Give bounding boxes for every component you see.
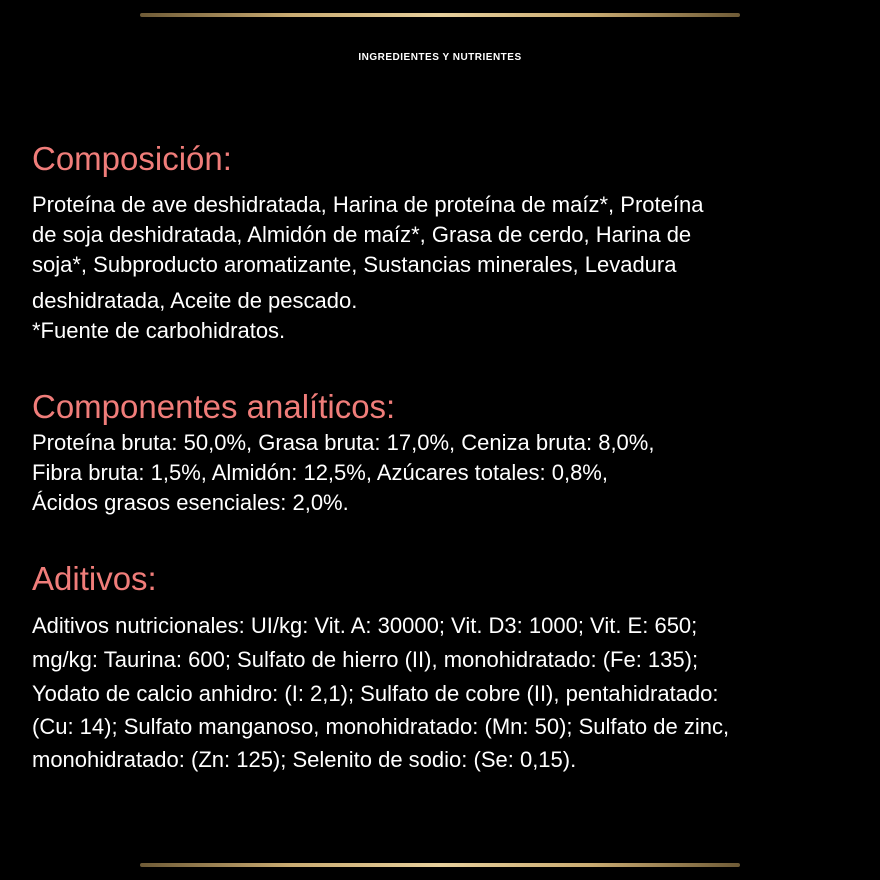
bottom-gold-rule	[140, 863, 740, 867]
composicion-line: deshidratada, Aceite de pescado.	[32, 288, 358, 313]
componentes-heading: Componentes analíticos:	[32, 388, 396, 425]
composicion-line: de soja deshidratada, Almidón de maíz*, Grasa de cerdo, Harina de	[32, 222, 692, 247]
composicion-heading: Composición:	[32, 140, 232, 177]
componentes-line: Ácidos grasos esenciales: 2,0%.	[32, 490, 349, 515]
composicion-line: soja*, Subproducto aromatizante, Sustancias minerales, Levadura	[32, 252, 677, 277]
componentes-line: Proteína bruta: 50,0%, Grasa bruta: 17,0%, Ceniza bruta: 8,0%,	[32, 430, 655, 455]
page-title: INGREDIENTES Y NUTRIENTES	[358, 52, 522, 63]
aditivos-line: Aditivos nutricionales: UI/kg: Vit. A: 30000; Vit. D3: 1000; Vit. E: 650;	[32, 613, 698, 638]
aditivos-line: monohidratado: (Zn: 125); Selenito de sodio: (Se: 0,15).	[32, 747, 577, 772]
aditivos-line: (Cu: 14); Sulfato manganoso, monohidratado: (Mn: 50); Sulfato de zinc,	[32, 714, 730, 739]
componentes-line: Fibra bruta: 1,5%, Almidón: 12,5%, Azúcares totales: 0,8%,	[32, 460, 608, 485]
composicion-line: Proteína de ave deshidratada, Harina de proteína de maíz*, Proteína	[32, 192, 704, 217]
carbohydrate-footnote: *Fuente de carbohidratos.	[32, 318, 286, 343]
aditivos-line: Yodato de calcio anhidro: (I: 2,1); Sulfato de cobre (II), pentahidratado:	[32, 681, 719, 706]
aditivos-heading: Aditivos:	[32, 560, 157, 597]
aditivos-line: mg/kg: Taurina: 600; Sulfato de hierro (II), monohidratado: (Fe: 135);	[32, 647, 699, 672]
top-gold-rule	[140, 13, 740, 17]
